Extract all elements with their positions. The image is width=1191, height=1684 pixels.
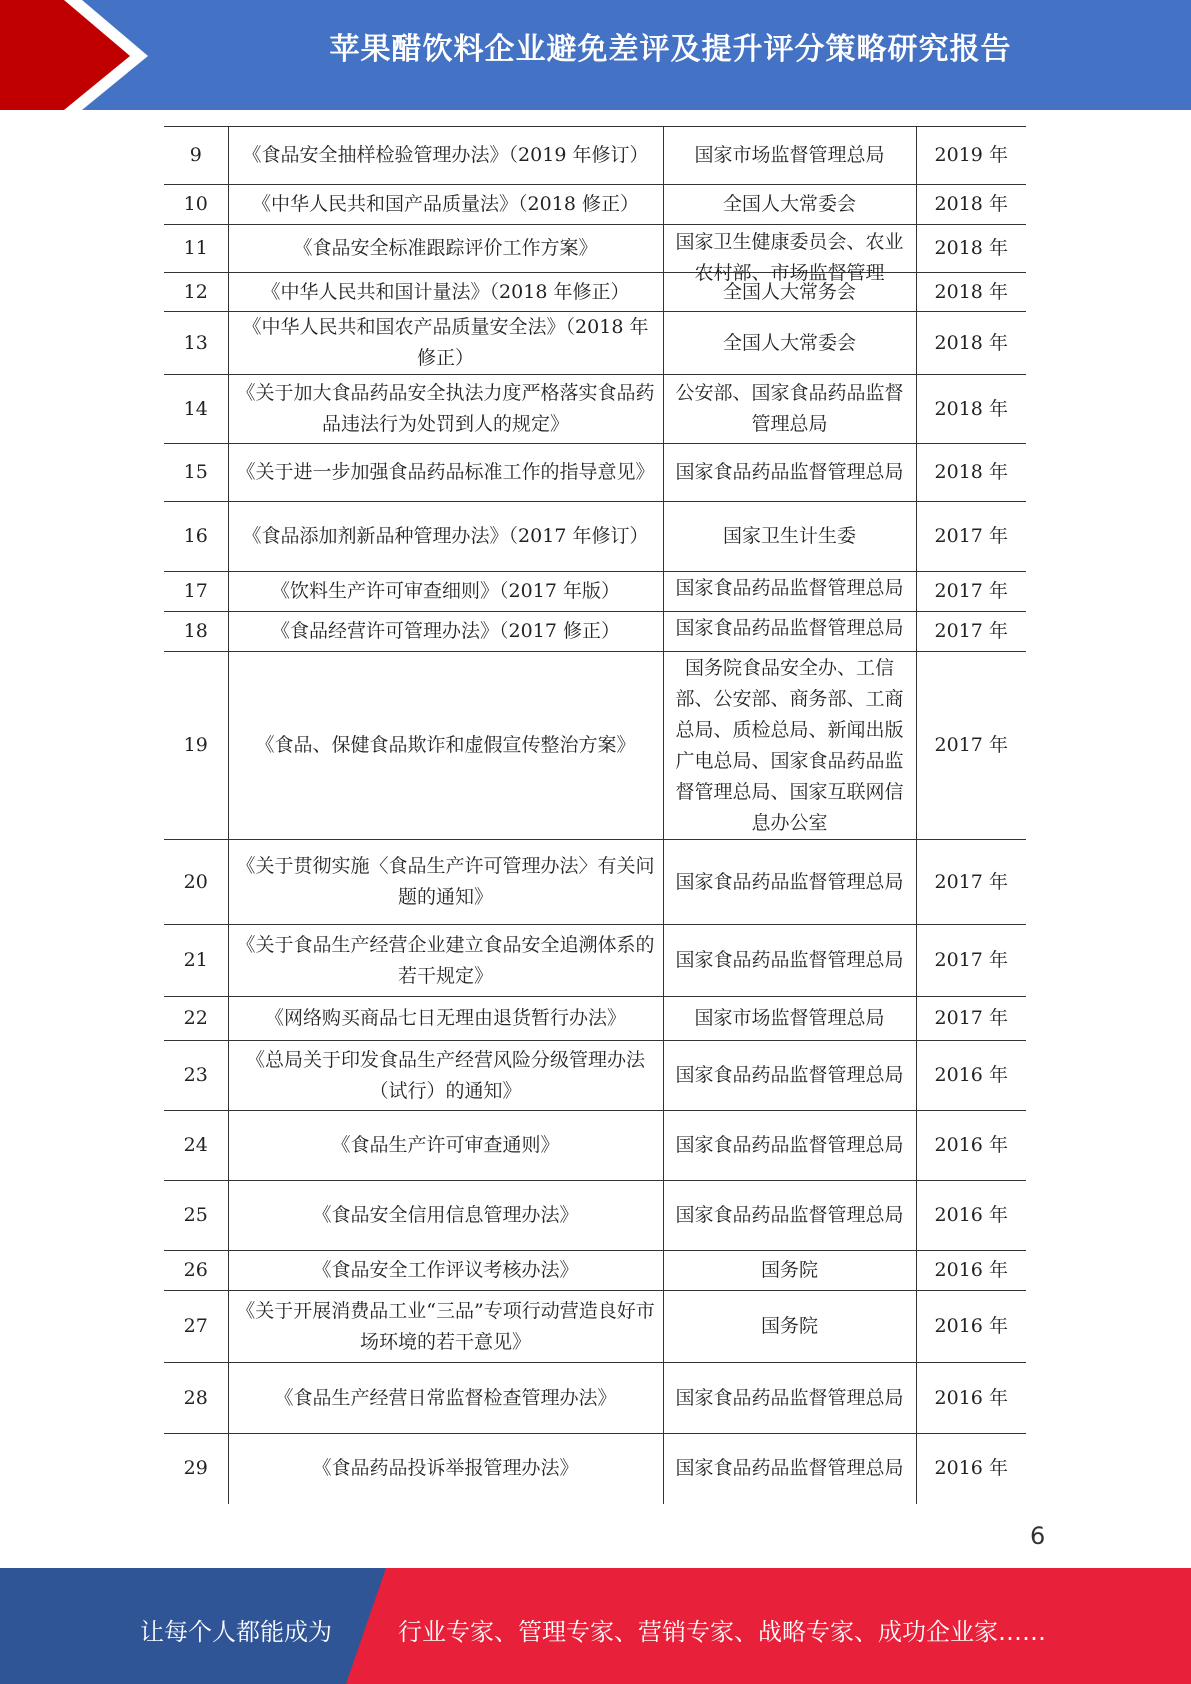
row-number: 13 [164,312,228,375]
table-row [164,612,1026,652]
issuing-authority: 全国人大常委会 [663,312,916,375]
regulation-name: 《关于加大食品药品安全执法力度严格落实食品药品违法行为处罚到人的规定》 [228,375,663,444]
regulation-name: 《总局关于印发食品生产经营风险分级管理办法（试行）的通知》 [228,1041,663,1111]
issuing-authority-text: 国家食品药品监督管理总局 [675,577,904,599]
regulation-name: 《食品安全信用信息管理办法》 [228,1181,663,1251]
table-row [164,1111,1026,1181]
issuing-authority: 全国人大常委会 [663,185,916,225]
issuing-authority: 国家食品药品监督管理总局 [663,1041,916,1111]
table-row [164,1291,1026,1363]
issue-year: 2016 年 [916,1291,1026,1363]
issue-year: 2016 年 [916,1041,1026,1111]
issuing-authority: 国家卫生计生委 [663,502,916,572]
issue-year: 2018 年 [916,273,1026,312]
issue-year: 2018 年 [916,225,1026,273]
row-number: 24 [164,1111,228,1181]
table-row [164,127,1026,185]
issue-year: 2016 年 [916,1111,1026,1181]
regulation-name: 《食品经营许可管理办法》（2017 修正） [228,612,663,652]
table-row [164,273,1026,312]
row-number: 17 [164,572,228,612]
issuing-authority: 国务院食品安全办、工信部、公安部、商务部、工商总局、质检总局、新闻出版广电总局、国家食品药品监督管理总局、国家互联网信息办公室 [663,652,916,840]
regulation-name: 《网络购买商品七日无理由退货暂行办法》 [228,997,663,1041]
table-row [164,185,1026,225]
issuing-authority: 国家食品药品监督管理总局 [663,925,916,997]
row-number: 11 [164,225,228,273]
table-row [164,1363,1026,1434]
regulation-name: 《关于贯彻实施〈食品生产许可管理办法〉有关问题的通知》 [228,840,663,925]
issue-year: 2017 年 [916,997,1026,1041]
regulation-name: 《中华人民共和国农产品质量安全法》（2018 年修正） [228,312,663,375]
issuing-authority [663,572,916,612]
issuing-authority-text: 国家食品药品监督管理总局 [675,617,904,639]
row-number: 22 [164,997,228,1041]
table-row [164,502,1026,572]
regulation-name: 《中华人民共和国计量法》（2018 年修正） [228,273,663,312]
issue-year: 2018 年 [916,185,1026,225]
issuing-authority: 公安部、国家食品药品监督管理总局 [663,375,916,444]
row-number: 29 [164,1434,228,1504]
row-number: 26 [164,1251,228,1291]
table-row [164,312,1026,375]
issue-year: 2016 年 [916,1363,1026,1434]
regulation-name: 《关于开展消费品工业“三品”专项行动营造良好市场环境的若干意见》 [228,1291,663,1363]
row-number: 19 [164,652,228,840]
row-number: 18 [164,612,228,652]
issue-year: 2016 年 [916,1181,1026,1251]
issue-year: 2017 年 [916,572,1026,612]
page-header [0,0,1191,110]
table-row [164,1251,1026,1291]
issue-year: 2017 年 [916,652,1026,840]
table-row [164,1041,1026,1111]
row-number: 27 [164,1291,228,1363]
issue-year: 2016 年 [916,1434,1026,1504]
issuing-authority: 国家市场监督管理总局 [663,997,916,1041]
row-number: 9 [164,127,228,185]
regulation-name: 《食品生产许可审查通则》 [228,1111,663,1181]
issuing-authority: 国务院 [663,1291,916,1363]
page-footer [0,1568,1191,1684]
report-title: 苹果醋饮料企业避免差评及提升评分策略研究报告 [329,32,1012,67]
issuing-authority-text: 国家卫生健康委员会、农业农村部、市场监督管理 [675,231,904,284]
table-row [164,572,1026,612]
regulation-name: 《食品安全工作评议考核办法》 [228,1251,663,1291]
issuing-authority: 国家食品药品监督管理总局 [663,444,916,502]
page-number: 6 [1030,1522,1046,1550]
issue-year: 2018 年 [916,312,1026,375]
regulation-name: 《食品药品投诉举报管理办法》 [228,1434,663,1504]
regulations-table [164,126,1026,1504]
issuing-authority [663,612,916,652]
issue-year: 2017 年 [916,612,1026,652]
regulation-name: 《关于进一步加强食品药品标准工作的指导意见》 [228,444,663,502]
footer-slogan-right: 行业专家、管理专家、营销专家、战略专家、成功企业家…… [398,1618,1046,1646]
table-row [164,1434,1026,1504]
row-number: 20 [164,840,228,925]
regulation-name: 《食品添加剂新品种管理办法》（2017 年修订） [228,502,663,572]
table-row [164,444,1026,502]
row-number: 28 [164,1363,228,1434]
row-number: 10 [164,185,228,225]
row-number: 23 [164,1041,228,1111]
row-number: 25 [164,1181,228,1251]
issue-year: 2017 年 [916,925,1026,997]
row-number: 12 [164,273,228,312]
table-row [164,925,1026,997]
regulation-name: 《中华人民共和国产品质量法》（2018 修正） [228,185,663,225]
table-row [164,997,1026,1041]
row-number: 21 [164,925,228,997]
issuing-authority [663,225,916,284]
table-row [164,225,1026,273]
table-row [164,652,1026,840]
regulation-name: 《关于食品生产经营企业建立食品安全追溯体系的若干规定》 [228,925,663,997]
issuing-authority: 国家食品药品监督管理总局 [663,1111,916,1181]
issuing-authority: 国家食品药品监督管理总局 [663,1363,916,1434]
issue-year: 2018 年 [916,375,1026,444]
issuing-authority: 国家食品药品监督管理总局 [663,1181,916,1251]
row-number: 16 [164,502,228,572]
issuing-authority: 全国人大常务会 [663,273,916,312]
issue-year: 2018 年 [916,444,1026,502]
issue-year: 2016 年 [916,1251,1026,1291]
regulation-name: 《食品安全抽样检验管理办法》（2019 年修订） [228,127,663,185]
row-number: 14 [164,375,228,444]
issuing-authority: 国务院 [663,1251,916,1291]
issue-year: 2019 年 [916,127,1026,185]
issue-year: 2017 年 [916,840,1026,925]
regulation-name: 《饮料生产许可审查细则》（2017 年版） [228,572,663,612]
regulation-name: 《食品安全标准跟踪评价工作方案》 [228,225,663,273]
issue-year: 2017 年 [916,502,1026,572]
issuing-authority: 国家食品药品监督管理总局 [663,1434,916,1504]
table-row [164,375,1026,444]
regulation-name: 《食品、保健食品欺诈和虚假宣传整治方案》 [228,652,663,840]
table-row [164,840,1026,925]
regulation-name: 《食品生产经营日常监督检查管理办法》 [228,1363,663,1434]
issuing-authority: 国家市场监督管理总局 [663,127,916,185]
row-number: 15 [164,444,228,502]
issuing-authority: 国家食品药品监督管理总局 [663,840,916,925]
table-row [164,1181,1026,1251]
footer-slogan-left: 让每个人都能成为 [140,1618,332,1646]
